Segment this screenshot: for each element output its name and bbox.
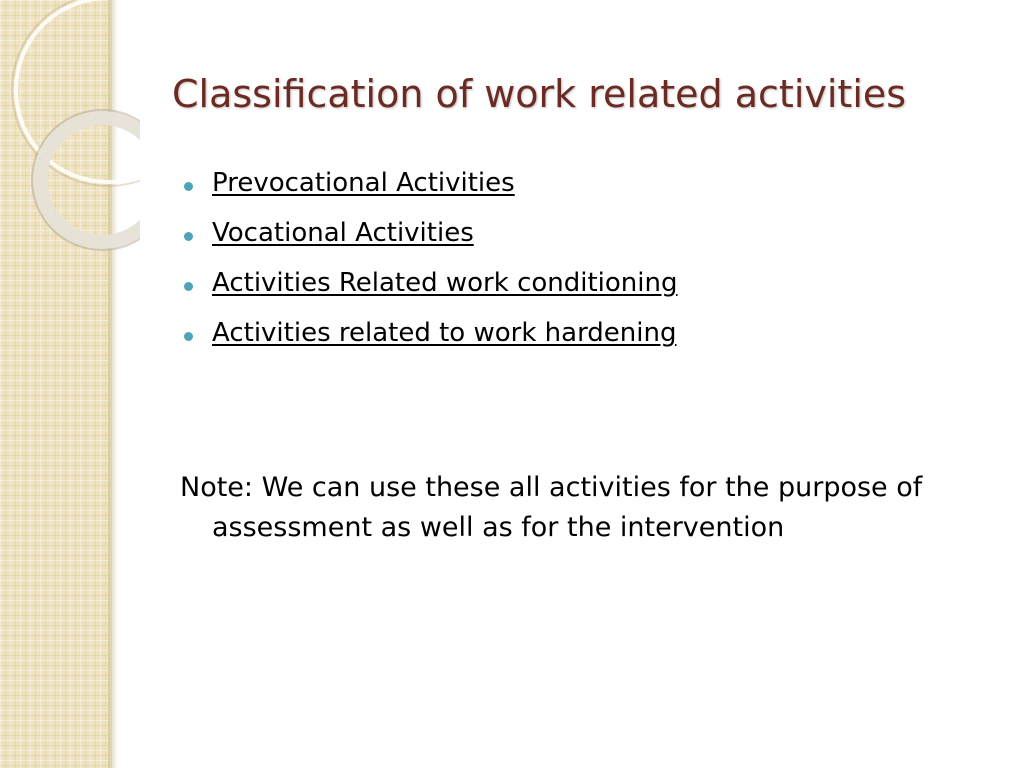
bullet-dot-icon (184, 232, 193, 241)
note-text: Note: We can use these all activities for the purpose of assessment as well as for the intervention (180, 472, 923, 543)
link-prevocational-activities[interactable]: Prevocational Activities (212, 168, 515, 198)
decorative-ring-large-shadow (12, 0, 140, 186)
bullet-dot-icon (184, 332, 193, 341)
bullet-dot-icon (184, 282, 193, 291)
list-item (180, 168, 980, 218)
list-item (180, 218, 980, 268)
bullet-list (180, 168, 980, 368)
link-work-hardening[interactable]: Activities related to work hardening (212, 318, 677, 348)
slide-title: Classification of work related activities (172, 72, 907, 116)
link-work-conditioning[interactable]: Activities Related work conditioning (212, 268, 678, 298)
bullet-dot-icon (184, 182, 193, 191)
link-vocational-activities[interactable]: Vocational Activities (212, 218, 474, 248)
list-item (180, 268, 980, 318)
list-item (180, 318, 980, 368)
decorative-circles (0, 0, 140, 260)
